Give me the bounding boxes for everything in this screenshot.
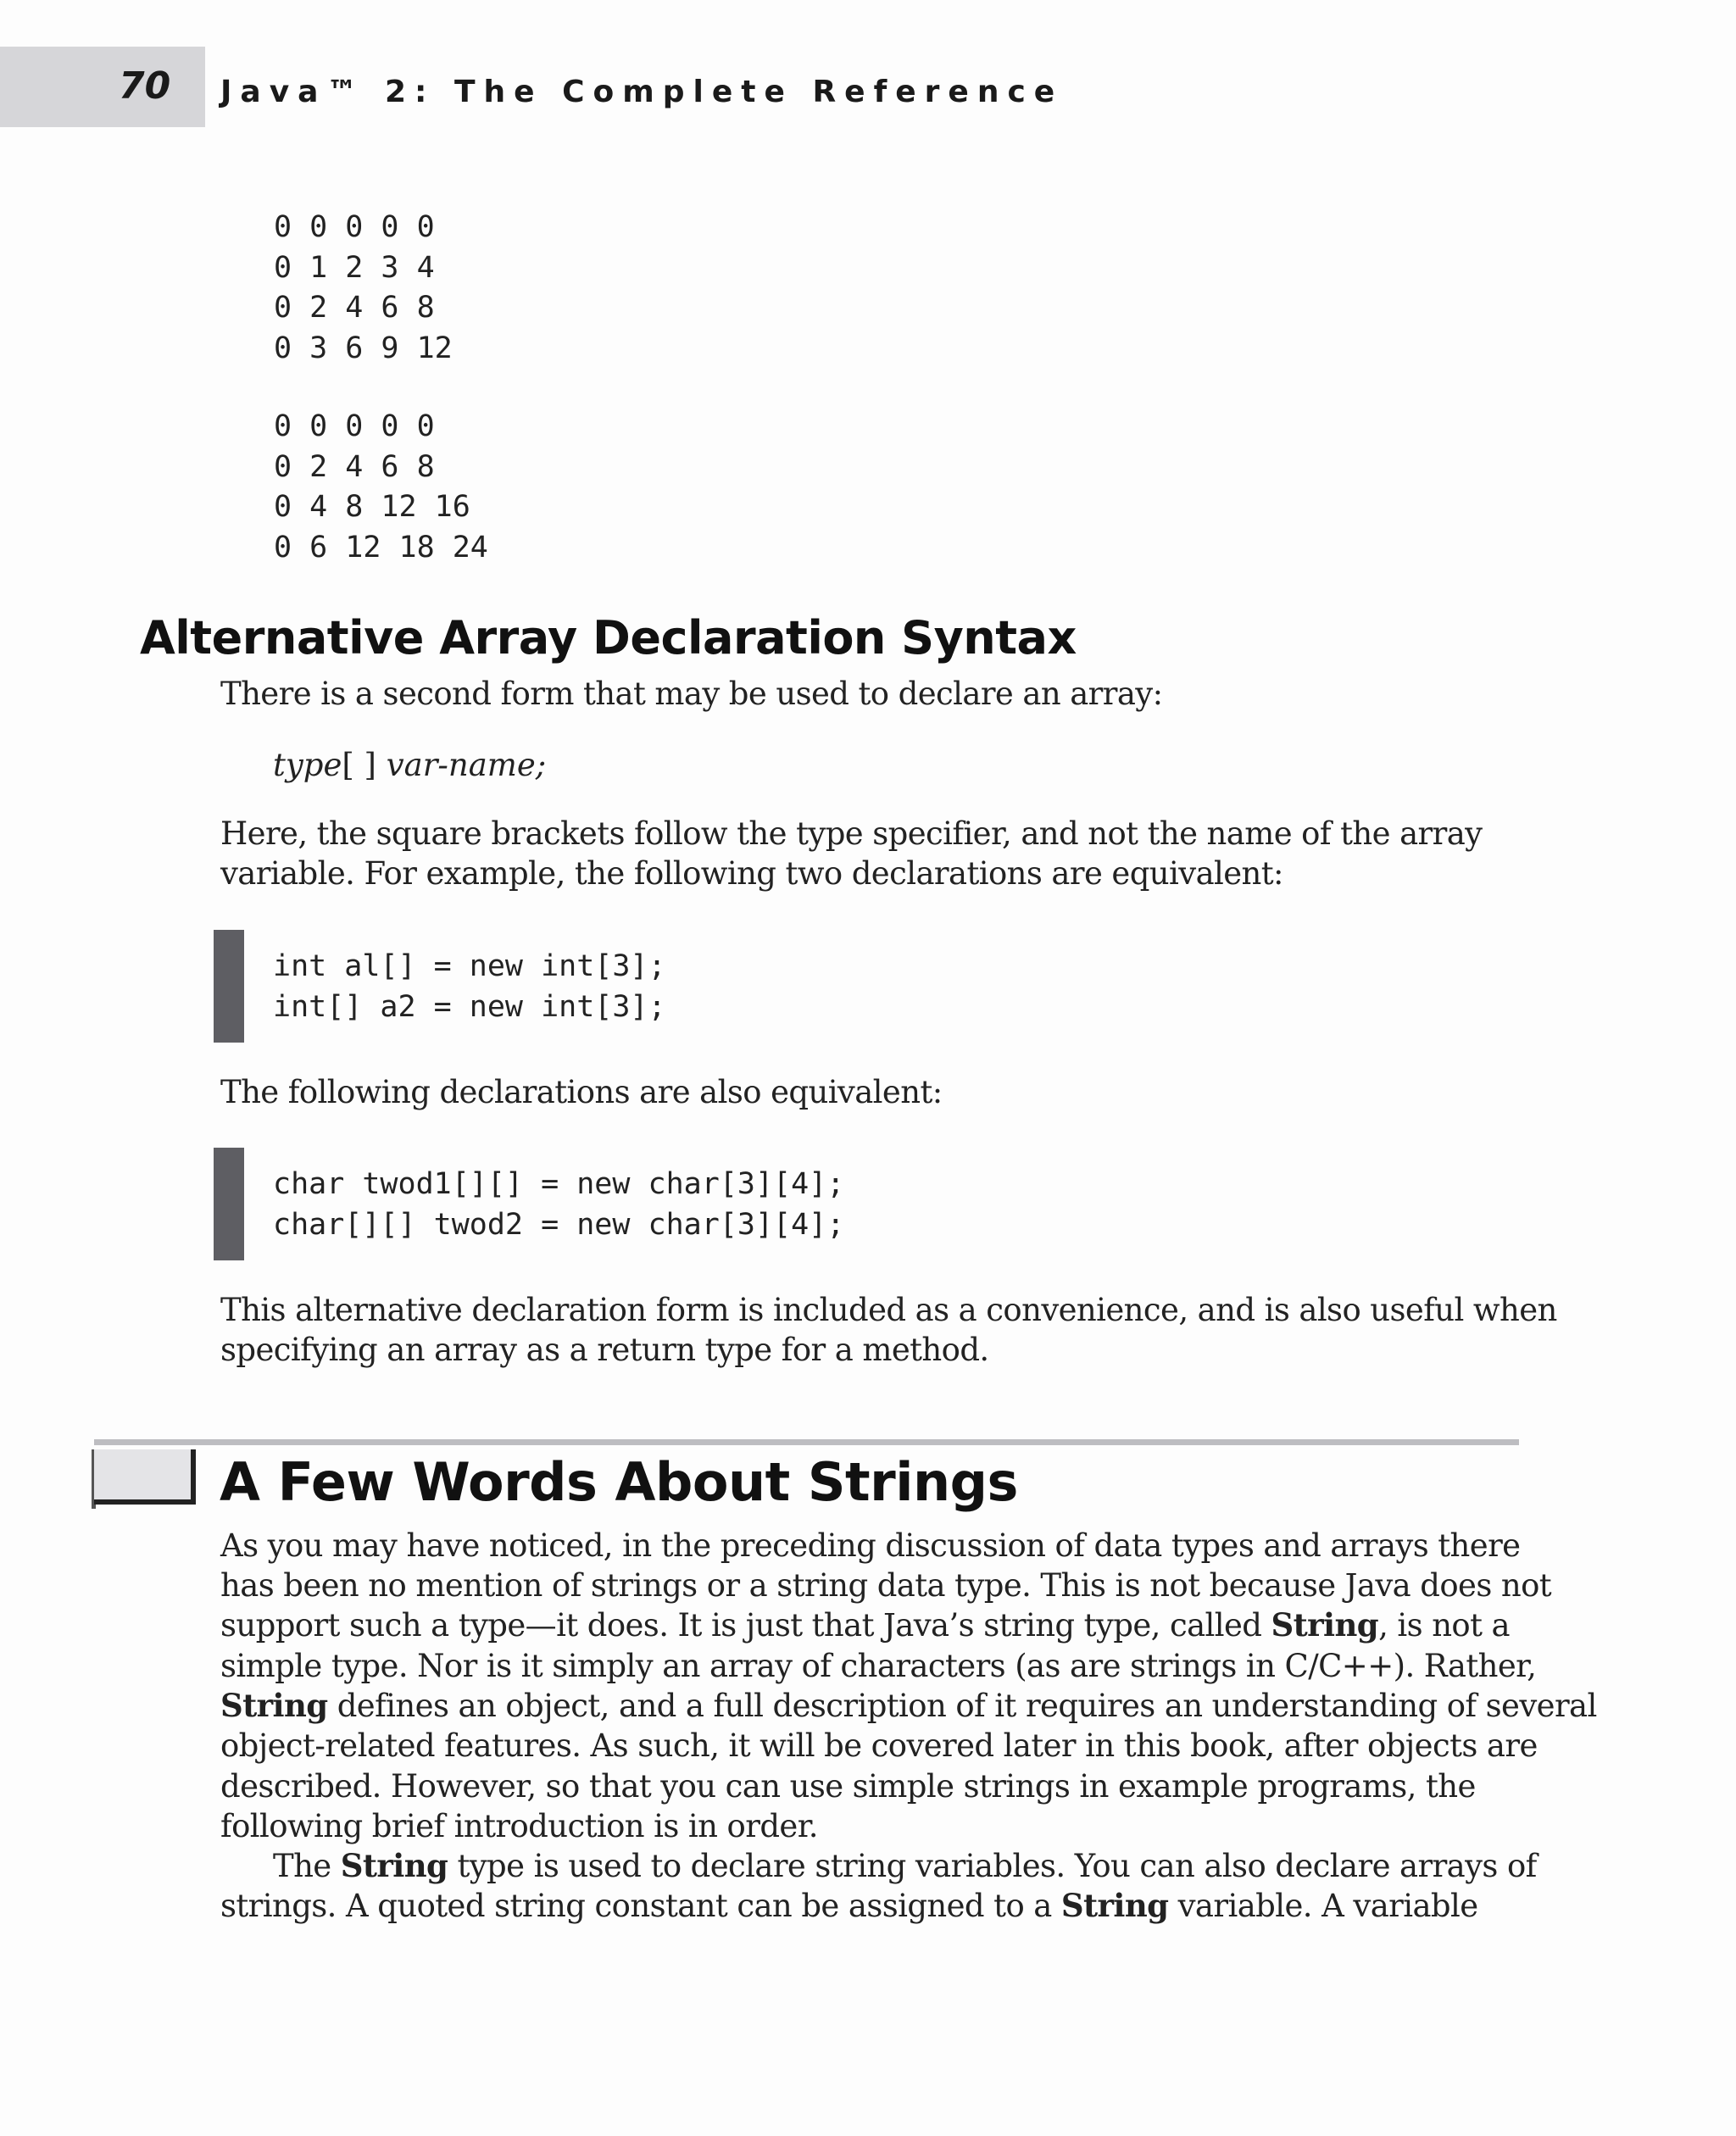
paragraph-convenience-line2: specifying an array as a return type for a method. [220, 1332, 989, 1368]
syntax-var-name: var-name; [376, 747, 547, 783]
code-block-marker-2 [214, 1148, 244, 1260]
strings-line-1: As you may have noticed, in the preceding discussion of data types and arrays there [220, 1527, 1521, 1564]
section-rule [94, 1439, 1519, 1445]
page-number: 70 [119, 64, 171, 108]
strings-line-4: simple type. Nor is it simply an array of characters (as are strings in C/C++). Rather, [220, 1648, 1537, 1684]
paragraph-convenience-line1: This alternative declaration form is included as a convenience, and is also useful when [220, 1292, 1557, 1328]
section-heading-strings: A Few Words About Strings [220, 1451, 1018, 1513]
section-marker-box [94, 1449, 196, 1505]
program-output-2: 0 0 0 0 0 0 2 4 6 8 0 4 8 12 16 0 6 12 18 24 [274, 409, 488, 565]
paragraph-also-equivalent: The following declarations are also equivalent: [220, 1074, 943, 1110]
paragraph-brackets-line1: Here, the square brackets follow the type specifier, and not the name of the array [220, 815, 1483, 852]
strings-line-8: following brief introduction is in order. [220, 1808, 818, 1844]
strings-line-6: object-related features. As such, it will be covered later in this book, after objects are [220, 1727, 1538, 1764]
code-block-marker-1 [214, 930, 244, 1043]
program-output-1: 0 0 0 0 0 0 1 2 3 4 0 2 4 6 8 0 3 6 9 12 [274, 210, 453, 365]
syntax-type: type [273, 747, 342, 783]
syntax-brackets: [ ] [342, 747, 376, 783]
section-heading-alternative-syntax: Alternative Array Declaration Syntax [140, 611, 1077, 665]
strings-line-2: has been no mention of strings or a string data type. This is not because Java does not [220, 1567, 1552, 1604]
code-block-2: char twod1[][] = new char[3][4]; char[][] twod2 = new char[3][4]; [273, 1167, 845, 1242]
code-block-1: int al[] = new int[3]; int[] a2 = new int[3]; [273, 949, 666, 1024]
strings-line-9: The String type is used to declare string variables. You can also declare arrays of [273, 1847, 1537, 1884]
strings-line-7: described. However, so that you can use simple strings in example programs, the [220, 1768, 1476, 1805]
paragraph-intro: There is a second form that may be used to declare an array: [220, 676, 1163, 712]
strings-line-10: strings. A quoted string constant can be assigned to a String variable. A variable [220, 1887, 1478, 1924]
strings-line-5: String defines an object, and a full description of it requires an understanding of several [220, 1687, 1597, 1724]
paragraph-brackets-line2: variable. For example, the following two declarations are equivalent: [220, 855, 1283, 892]
running-head: Java™ 2: The Complete Reference [220, 75, 1064, 109]
syntax-form [273, 747, 546, 783]
page-number-tab [0, 47, 205, 127]
strings-line-3: support such a type—it does. It is just that Java’s string type, called String, is not a [220, 1606, 1510, 1644]
